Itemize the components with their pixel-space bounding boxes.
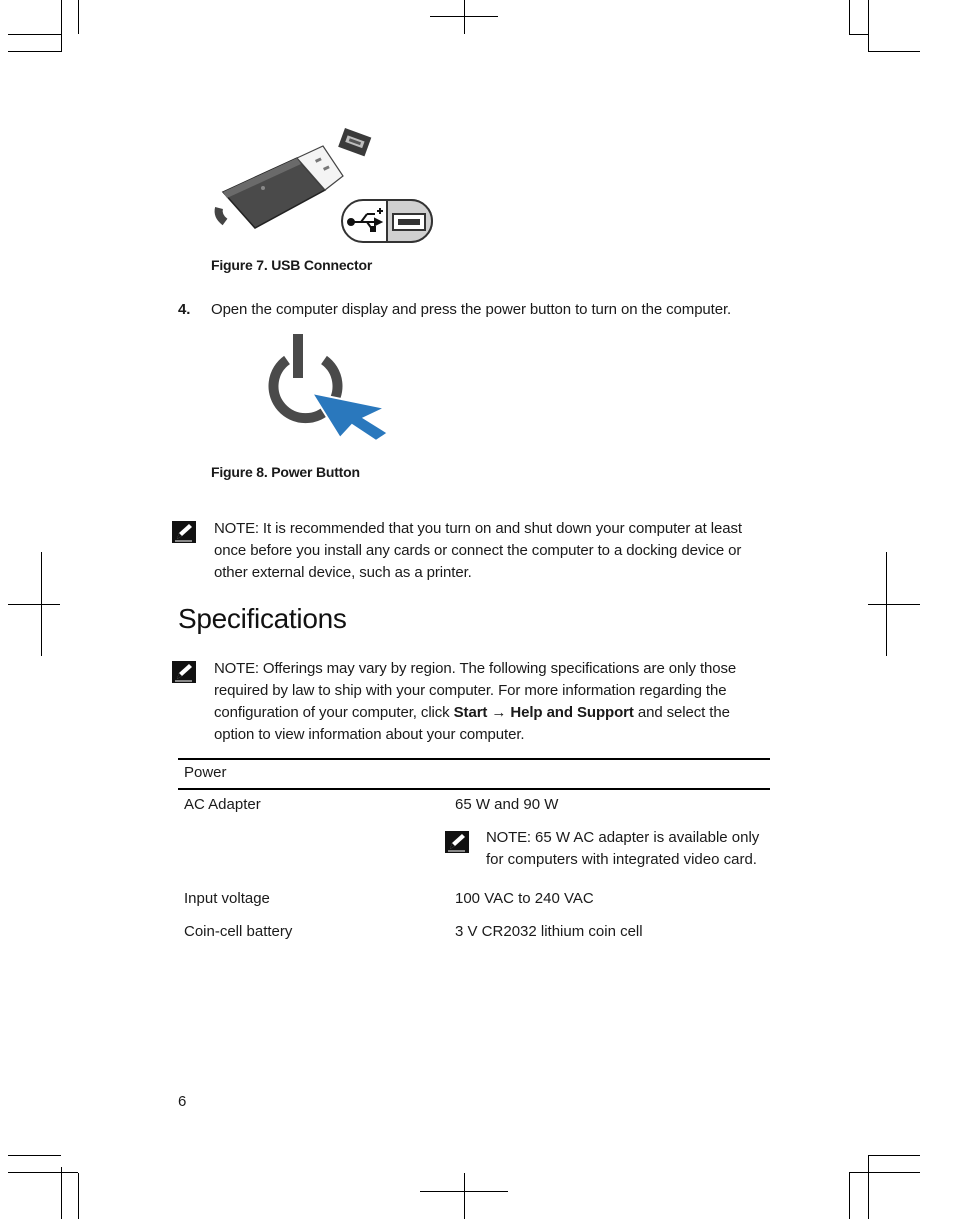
note-1-line-1: It is recommended that you turn on and shut down your computer at least [258,520,742,537]
row-input-voltage-value: 100 VAC to 240 VAC [455,890,594,907]
note-2-line-2: required by law to ship with your computer. For more information regarding the [214,682,727,699]
row-coin-cell-label: Coin-cell battery [184,923,293,940]
note-1 [214,518,774,584]
note-2-line-3-pre: configuration of your computer, click [214,704,454,721]
figure-8-caption: Figure 8. Power Button [211,464,360,480]
table-top-rule [178,758,770,760]
row-coin-cell-value: 3 V CR2032 lithium coin cell [455,923,643,940]
start-menu-reference: Start [453,704,488,721]
specifications-heading: Specifications [178,603,347,634]
note-label: NOTE: [486,829,531,846]
note-2-line-4: option to view information about your computer. [214,726,525,743]
note-1-line-3: other external device, such as a printer. [214,564,472,581]
row-ac-adapter-label: AC Adapter [184,796,261,813]
page-number: 6 [178,1093,187,1110]
table-header-rule [178,788,770,790]
note-pencil-icon [172,521,196,543]
note-pencil-icon [445,831,469,853]
arrow-separator: → [487,704,511,721]
table-header-power: Power [184,764,227,781]
note-2 [214,658,774,746]
ac-adapter-note-line-2: for computers with integrated video card. [486,851,757,868]
ac-adapter-note-line-1: 65 W AC adapter is available only [530,829,760,846]
ac-adapter-note [486,827,776,871]
row-input-voltage-label: Input voltage [184,890,270,907]
note-pencil-icon [172,661,196,683]
power-button-illustration [260,330,395,445]
figure-7-caption: Figure 7. USB Connector [211,257,373,273]
usb-connector-illustration [205,120,440,245]
row-ac-adapter-value: 65 W and 90 W [455,796,559,813]
note-label: NOTE: [214,520,259,537]
help-support-reference: Help and Support [510,704,634,721]
note-1-line-2: once before you install any cards or connect the computer to a docking device or [214,542,742,559]
note-label: NOTE: [214,660,259,677]
step-text: Open the computer display and press the power button to turn on the computer. [211,301,732,318]
step-number: 4. [178,301,191,318]
note-2-line-3-post: and select the [633,704,730,721]
note-2-line-1: Offerings may vary by region. The following specifications are only those [258,660,737,677]
